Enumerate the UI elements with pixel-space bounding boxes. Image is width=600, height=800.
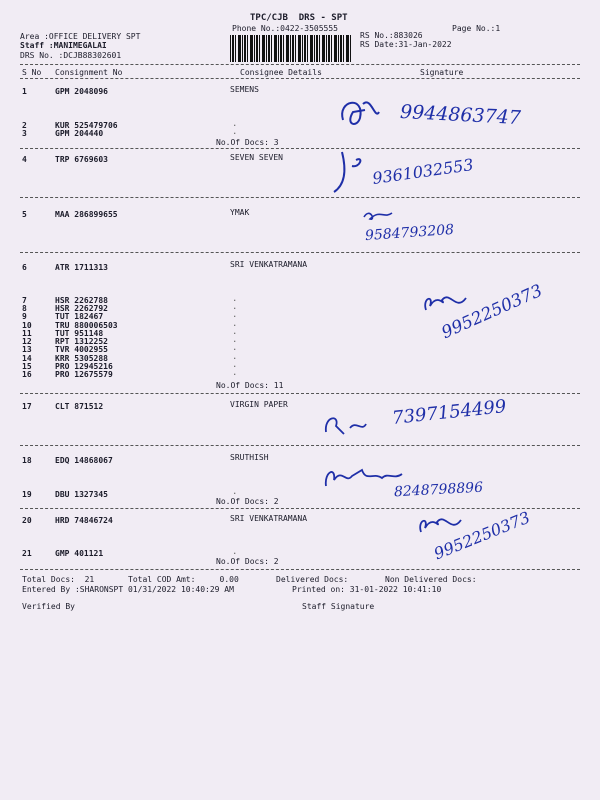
page-number: Page No.:1 [452,24,501,33]
row-16-consignment: PRO 12675579 [55,370,113,379]
row-9-consignment: TUT 182467 [55,312,104,321]
consignee-7: SRI VENKATRAMANA [230,514,308,523]
consignee-6: SRUTHISH [230,453,269,462]
consignee-3: YMAK [230,208,250,217]
column-header-signature: Signature [420,68,464,77]
row-19-sno: 19 [22,490,32,499]
phone-number: Phone No.:0422-3505555 [232,24,338,33]
area-label: Area :OFFICE DELIVERY SPT [20,32,141,41]
handwritten-signature-3 [360,205,455,245]
row-9-sno: 9 [22,312,27,321]
row-14-sno: 14 [22,354,32,363]
row-7-sno: 7 [22,296,27,305]
verified-by: Verified By [22,602,75,611]
row-marker: . [232,319,238,329]
row-20-consignment: HRD 74846724 [55,516,113,525]
row-marker: . [232,127,238,137]
handwritten-signature-1 [335,90,525,144]
row-18-consignment: EDQ 14868067 [55,456,113,465]
handwritten-phone-6: 8248798896 [393,479,484,501]
handwritten-signature-2 [330,148,475,202]
row-marker: . [232,294,238,304]
row-marker: . [232,547,238,557]
row-8-consignment: HSR 2262792 [55,304,108,313]
row-17-sno: 17 [22,402,32,411]
drs-number: DRS No. :DCJB88302601 [20,51,122,60]
row-marker: . [232,335,238,345]
total-cod-amount: Total COD Amt: 0.00 [128,575,239,584]
document-title: TPC/CJB DRS - SPT [250,13,348,23]
column-header-consignee: Consignee Details [240,68,322,77]
row-15-consignment: PRO 12945216 [55,362,113,371]
row-marker: . [232,327,238,337]
column-header-consignment: Consignment No [55,68,123,77]
handwritten-phone-3: 9584793208 [364,221,455,245]
row-12-consignment: RPT 1312252 [55,337,108,346]
row-13-consignment: TVR 4002955 [55,345,108,354]
no-of-docs-2: No.Of Docs: 11 [216,381,284,390]
handwritten-phone-7: 9952250373 [431,507,533,564]
row-2-sno: 2 [22,121,27,130]
total-docs: Total Docs: 21 [22,575,95,584]
handwritten-phone-4: 9952250373 [438,280,546,344]
row-15-sno: 15 [22,362,32,371]
staff-label: Staff :MANIMEGALAI [20,41,107,50]
handwritten-phone-2: 9361032553 [371,155,475,188]
row-4-consignment: TRP 6769603 [55,155,108,164]
row-10-sno: 10 [22,321,32,330]
row-marker: . [232,119,238,129]
row-3-consignment: GPM 204440 [55,129,104,138]
row-16-sno: 16 [22,370,32,379]
row-5-consignment: MAA 286899655 [55,210,118,219]
row-10-consignment: TRU 880006503 [55,321,118,330]
row-marker: . [232,368,238,378]
row-20-sno: 20 [22,516,32,525]
row-13-sno: 13 [22,345,32,354]
no-of-docs-1: No.Of Docs: 3 [216,138,279,147]
handwritten-signature-4 [420,280,546,344]
handwritten-phone-5: 7397154499 [391,396,508,429]
column-header-sno: S No [22,68,42,77]
delivered-docs: Delivered Docs: [276,575,349,584]
rs-number: RS No.:883026 [360,31,423,40]
rs-date: RS Date:31-Jan-2022 [360,40,452,49]
handwritten-signature-5 [322,396,508,444]
row-21-consignment: GMP 401121 [55,549,104,558]
non-delivered-docs: Non Delivered Docs: [385,575,477,584]
printed-on: Printed on: 31-01-2022 10:41:10 [292,585,442,594]
row-marker: . [232,360,238,370]
row-17-consignment: CLT 871512 [55,402,104,411]
row-marker: . [232,310,238,320]
row-marker: . [232,343,238,353]
row-marker: . [232,352,238,362]
handwritten-signature-7 [415,507,533,564]
row-3-sno: 3 [22,129,27,138]
no-of-docs-3: No.Of Docs: 2 [216,497,279,506]
row-6-sno: 6 [22,263,27,272]
no-of-docs-4: No.Of Docs: 2 [216,557,279,566]
row-12-sno: 12 [22,337,32,346]
handwritten-signature-6 [322,462,484,501]
consignee-1: SEMENS [230,85,259,94]
row-14-consignment: KRR 5305288 [55,354,108,363]
handwritten-phone-1: 9944863747 [399,100,522,130]
row-18-sno: 18 [22,456,32,465]
row-2-consignment: KUR 525479706 [55,121,118,130]
row-11-sno: 11 [22,329,32,338]
row-marker: . [232,487,238,497]
barcode [230,35,352,62]
staff-signature-label: Staff Signature [302,602,375,611]
row-7-consignment: HSR 2262788 [55,296,108,305]
row-11-consignment: TUT 951148 [55,329,104,338]
row-1-consignment: GPM 2048096 [55,87,108,96]
consignee-4: SRI VENKATRAMANA [230,260,308,269]
consignee-2: SEVEN SEVEN [230,153,283,162]
row-6-consignment: ATR 1711313 [55,263,108,272]
row-21-sno: 21 [22,549,32,558]
row-1-sno: 1 [22,87,27,96]
row-5-sno: 5 [22,210,27,219]
row-8-sno: 8 [22,304,27,313]
entered-by: Entered By :SHARONSPT 01/31/2022 10:40:29 AM [22,585,234,594]
consignee-5: VIRGIN PAPER [230,400,288,409]
row-4-sno: 4 [22,155,27,164]
row-marker: . [232,302,238,312]
row-19-consignment: DBU 1327345 [55,490,108,499]
